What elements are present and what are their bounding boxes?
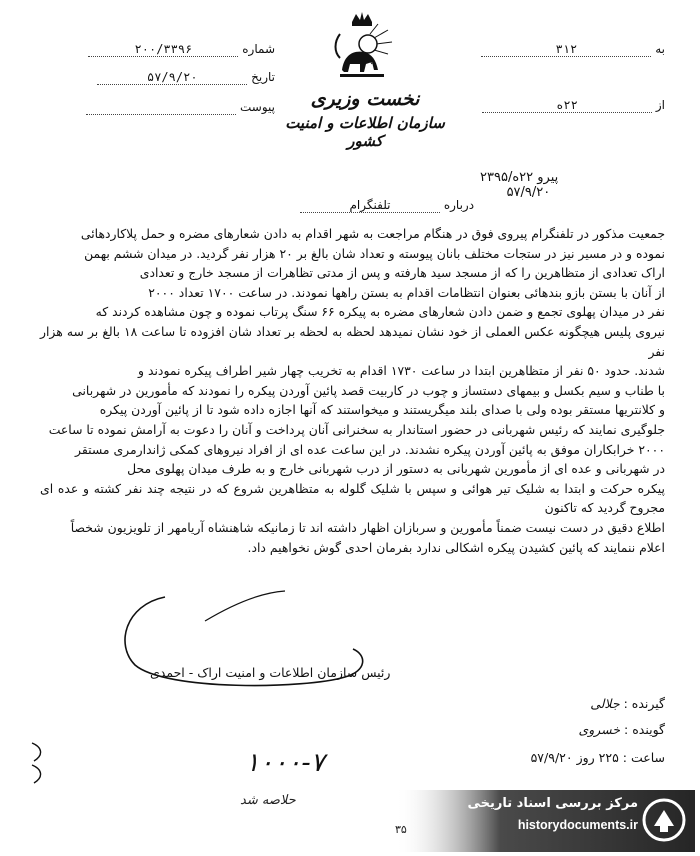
receiver-label: گیرنده bbox=[631, 696, 665, 711]
time-field: ساعت : ۲۲۵ روز ۵۷/۹/۲۰ bbox=[530, 750, 665, 765]
body-line: نیروی پلیس هیچگونه عکس العملی از خود نشان نمیدهد لحظه به لحظه بر تعداد شان افزوده تا ساعت ۱۸ بالغ بر سه هزار نفر bbox=[40, 323, 665, 359]
body-line: جمعیت مذکور در تلفنگرام پیروی فوق در هنگام مراجعت به شهر اقدام به دادن شعارهای مضره و حمل پلاکاردهائی bbox=[80, 226, 665, 241]
watermark-url[interactable]: historydocuments.ir bbox=[517, 818, 638, 832]
number-label: شماره bbox=[242, 42, 275, 56]
org-title: نخست وزیری bbox=[310, 88, 420, 110]
body-line: اطلاع دقیق در دست نیست ضمناً مأمورین و سربازان اظهار داشته اند تا زمانیکه شاهنشاه آریامهر از تلویزیون شخصاً bbox=[70, 519, 665, 535]
number-field bbox=[40, 42, 275, 57]
reference-date: ۵۷/۹/۲۰ bbox=[506, 185, 551, 200]
body-line: و کلانتریها مستقر بوده ولی با صدای بلند میگریستند و میخواستند که آنها اجازه داده شود تا از پائین آوردن پیکره bbox=[99, 402, 665, 418]
from-label: از bbox=[655, 98, 665, 112]
body-line: نفر در میدان پهلوی تجمع و ضمن دادن شعارهای مضره به پیکره ۶۶ سنگ پرتاب نموده و چون مشاهده کردند که bbox=[95, 304, 665, 320]
to-label: به bbox=[655, 42, 665, 56]
attachment-value bbox=[86, 100, 236, 115]
receiver-value: جلالی bbox=[590, 696, 620, 711]
body-line: جلوگیری نمایند که رئیس شهربانی در حضور استاندار به سخنرانی آنان پرداخت و آنان را دعوت به آرامش نموده تا ساعت bbox=[48, 421, 665, 437]
date-field bbox=[40, 70, 275, 85]
body-line: نموده و در مسیر نیز در ستجات مختلف بانان پیوسته و تعداد شان بالغ بر ۲۰ هزار نفر گردید. در میدان ششم بهمن bbox=[84, 245, 665, 261]
reference-number: پیرو ۲۲ه/۲۳۹۵ bbox=[480, 170, 559, 185]
archive-logo-icon bbox=[640, 796, 688, 844]
from-value: ۲۲ه bbox=[482, 98, 652, 113]
margin-handwritten-mark bbox=[28, 735, 50, 795]
body-line: با طناب و سیم بکسل و بیمهای دستساز و چوب در کاربیت قصد پائین آوردن پیکره را نمودند که مأمورین در شهربانی bbox=[72, 382, 665, 398]
handwritten-note: حلاصه شد bbox=[240, 793, 296, 808]
handwritten-number: ۱۰۰۰-۷ bbox=[245, 748, 325, 778]
number-value: ۲۰۰/۳۳۹۶ bbox=[88, 42, 238, 57]
body-line: پیکره حرکت و ابتدا به شلیک تیر هوائی و سپس با شلیک گلوله به متظاهرین شروع که در نتیجه چند نفر کشته و عده ای مجروح گردید که تاکنون bbox=[40, 480, 665, 516]
reference-block bbox=[480, 170, 558, 200]
sender-field: گوینده : خسروی bbox=[578, 722, 665, 737]
receiver-field: گیرنده : جلالی bbox=[590, 696, 665, 711]
body-line: ۲۰۰۰ خرابکاران موفق به پائین آوردن پیکره نشدند. در این ساعت عده ای از افراد نیروهای کمکی ژاندارمری مستقر bbox=[75, 441, 665, 457]
body-line: شدند. حدود ۵۰ نفر از متظاهرین ابتدا در ساعت ۱۷۳۰ اقدام به تخریب چهار شیر اطراف پیکره نمودند و bbox=[138, 363, 665, 379]
to-value: ۳۱۲ bbox=[481, 42, 651, 57]
date-value: ۵۷/۹/۲۰ bbox=[97, 70, 247, 85]
time-value: ۲۲۵ روز ۵۷/۹/۲۰ bbox=[530, 750, 619, 765]
time-label: ساعت bbox=[630, 750, 665, 765]
attachment-label: پیوست bbox=[240, 100, 275, 114]
signature-title: رئیس سازمان اطلاعات و امنیت اراک - احمدی bbox=[150, 665, 391, 680]
subject-line bbox=[300, 198, 474, 213]
subject-value: تلفنگرام bbox=[300, 198, 440, 213]
telegram-body bbox=[40, 224, 665, 557]
sender-label: گوینده bbox=[632, 722, 665, 737]
body-line: اراک تعدادی از متظاهرین را که از مسجد سید هارفته و پس از مدتی تظاهرات از مسجد خارج و تعدادی bbox=[139, 265, 665, 281]
attachment-field bbox=[40, 100, 275, 115]
org-subtitle: سازمان اطلاعات و امنیت کشور bbox=[285, 114, 445, 150]
from-field bbox=[455, 98, 665, 113]
date-label: تاریخ bbox=[251, 70, 275, 84]
body-line: از آنان با بستن بازو بندهائی بعنوان انتظامات اقدام به بستن راهها نمودند. در ساعت ۱۷۰۰ تعداد ۲۰۰۰ bbox=[148, 284, 665, 300]
to-field bbox=[455, 42, 665, 57]
watermark-title: مرکز بررسی اسناد تاریخی bbox=[467, 796, 638, 811]
sender-value: خسروی bbox=[578, 722, 621, 737]
lion-and-sun-emblem-icon bbox=[322, 8, 402, 86]
subject-label: درباره bbox=[443, 198, 475, 212]
body-line: در شهربانی و عده ای از مأمورین شهربانی به دستور از درب شهربانی خارج و به طرف میدان پهلوی محل bbox=[127, 461, 665, 477]
body-line: اعلام ننمایند که پائین کشیدن پیکره اشکالی ندارد بفرمان احدی گوش نخواهیم داد. bbox=[247, 539, 665, 555]
